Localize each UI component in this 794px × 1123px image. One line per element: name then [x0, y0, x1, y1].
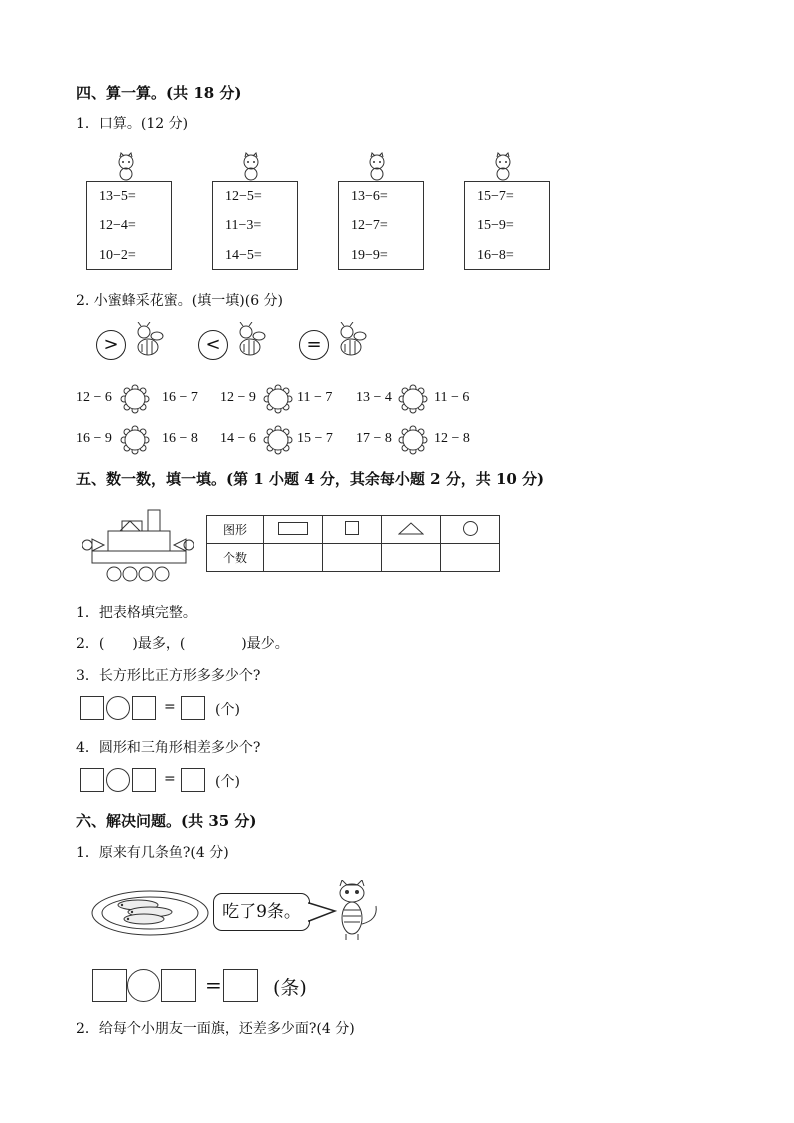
s5-q3: 3．长方形比正方形多多少个?: [76, 668, 261, 684]
calc-box-3: [338, 181, 424, 270]
cat-icon: [332, 880, 384, 942]
compare-left: 13 − 4: [356, 390, 392, 405]
bee-icon: [126, 322, 166, 360]
compare-left: 17 − 8: [356, 431, 392, 446]
compare-right: 11 − 6: [434, 390, 470, 405]
speech-bubble: 吃了9条。: [213, 893, 310, 931]
bee-icon: [228, 322, 268, 360]
unit-label: (个): [215, 702, 240, 718]
circle-icon: [463, 521, 478, 536]
calc-box-4: [464, 181, 550, 270]
answer-box[interactable]: [181, 696, 205, 720]
triangle-shape-cell: [382, 516, 441, 544]
answer-box[interactable]: [161, 969, 196, 1002]
bee-icon: [329, 322, 369, 360]
equals-symbol: =: [299, 330, 329, 360]
answer-box[interactable]: [132, 768, 156, 792]
compare-left: 12 − 9: [220, 390, 256, 405]
calc-item: 12−7=: [351, 218, 388, 233]
flower-answer-blank[interactable]: [263, 384, 293, 414]
shape-count-table: [206, 515, 500, 572]
calc-item: 16−8=: [477, 248, 514, 263]
s6-q2: 2．给每个小朋友一面旗，还差多少面?(4 分): [76, 1021, 355, 1037]
kitten-icon: [490, 152, 516, 182]
compare-right: 15 − 7: [297, 431, 333, 446]
greater-than-symbol: >: [96, 330, 126, 360]
kitten-icon: [238, 152, 264, 182]
answer-box[interactable]: [80, 696, 104, 720]
compare-left: 16 − 9: [76, 431, 112, 446]
s6-q1: 1．原来有几条鱼?(4 分): [76, 845, 229, 861]
calc-item: 13−5=: [99, 189, 136, 204]
triangle-icon: [398, 522, 424, 535]
fish-plate-picture: [90, 883, 210, 939]
compare-left: 12 − 6: [76, 390, 112, 405]
answer-box[interactable]: [223, 969, 258, 1002]
calc-box-2: [212, 181, 298, 270]
s5-q4: 4．圆形和三角形相差多少个?: [76, 740, 261, 756]
calc-item: 12−5=: [225, 189, 262, 204]
equals-sign: =: [164, 699, 176, 715]
calc-item: 13−6=: [351, 189, 388, 204]
less-than-symbol: <: [198, 330, 228, 360]
answer-box[interactable]: [80, 768, 104, 792]
calc-item: 11−3=: [225, 218, 262, 233]
calc-item: 15−9=: [477, 218, 514, 233]
q2-label: 2. 小蜜蜂采花蜜。(填一填)(6 分): [76, 293, 284, 309]
section4-title: 四、算一算。(共 18 分): [76, 84, 242, 102]
table-row-label: 图形: [207, 516, 264, 544]
count-answer-cell[interactable]: [264, 544, 323, 572]
s5-q2: 2．( )最多，( )最少。: [76, 636, 289, 652]
answer-box[interactable]: [181, 768, 205, 792]
calc-box-1: [86, 181, 172, 270]
equals-sign: =: [205, 973, 222, 997]
table-row-label: 个数: [207, 544, 264, 572]
calc-item: 14−5=: [225, 248, 262, 263]
flower-answer-blank[interactable]: [120, 384, 150, 414]
section6-title: 六、解决问题。(共 35 分): [76, 812, 257, 830]
section5-title: 五、数一数，填一填。(第 1 小题 4 分，其余每小题 2 分，共 10 分): [76, 470, 545, 488]
rectangle-shape-cell: [264, 516, 323, 544]
calc-item: 10−2=: [99, 248, 136, 263]
q1-label: 1．口算。(12 分): [76, 116, 189, 132]
rectangle-icon: [278, 522, 308, 535]
compare-right: 12 − 8: [434, 431, 470, 446]
operator-circle[interactable]: [106, 768, 130, 792]
circle-shape-cell: [441, 516, 500, 544]
square-icon: [345, 521, 359, 535]
unit-label: (个): [215, 774, 240, 790]
calc-item: 19−9=: [351, 248, 388, 263]
compare-right: 16 − 7: [162, 390, 198, 405]
s5-q1: 1．把表格填完整。: [76, 605, 197, 621]
operator-circle[interactable]: [106, 696, 130, 720]
operator-circle[interactable]: [127, 969, 160, 1002]
count-answer-cell[interactable]: [441, 544, 500, 572]
answer-box[interactable]: [132, 696, 156, 720]
answer-box[interactable]: [92, 969, 127, 1002]
shape-train-picture: [82, 508, 194, 584]
flower-answer-blank[interactable]: [398, 384, 428, 414]
compare-left: 14 − 6: [220, 431, 256, 446]
flower-answer-blank[interactable]: [398, 425, 428, 455]
calc-item: 12−4=: [99, 218, 136, 233]
square-shape-cell: [323, 516, 382, 544]
compare-right: 16 − 8: [162, 431, 198, 446]
calc-item: 15−7=: [477, 189, 514, 204]
compare-right: 11 − 7: [297, 390, 333, 405]
kitten-icon: [364, 152, 390, 182]
count-answer-cell[interactable]: [323, 544, 382, 572]
equals-sign: =: [164, 771, 176, 787]
kitten-icon: [113, 152, 139, 182]
count-answer-cell[interactable]: [382, 544, 441, 572]
flower-answer-blank[interactable]: [120, 425, 150, 455]
unit-label: (条): [273, 977, 307, 999]
flower-answer-blank[interactable]: [263, 425, 293, 455]
